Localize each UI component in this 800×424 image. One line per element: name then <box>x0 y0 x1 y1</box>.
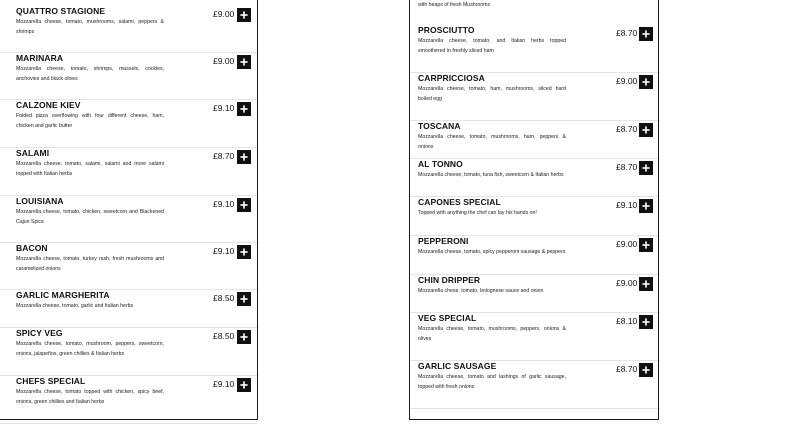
add-to-cart-button[interactable] <box>237 378 251 392</box>
item-name: CALZONE KIEV <box>16 100 81 110</box>
plus-icon <box>240 105 248 113</box>
item-price: £9.00 <box>616 278 638 288</box>
add-to-cart-button[interactable] <box>639 123 653 137</box>
item-desc: Mozzarella cheese, tomato, spicy pepperoni sausage & peppers <box>418 249 566 255</box>
menu-item <box>0 243 257 290</box>
item-name: QUATTRO STAGIONE <box>16 6 106 16</box>
menu-list-right <box>410 0 658 419</box>
menu-item <box>0 6 257 53</box>
menu-item <box>410 197 658 236</box>
menu-item <box>410 159 658 197</box>
plus-icon <box>240 295 248 303</box>
menu-item <box>410 73 658 121</box>
plus-icon <box>642 366 650 374</box>
item-price: £9.00 <box>616 239 638 249</box>
menu-item <box>410 121 658 159</box>
item-price: £9.00 <box>213 56 235 66</box>
item-price: £9.10 <box>213 379 235 389</box>
item-price: £9.10 <box>213 103 235 113</box>
plus-icon <box>240 153 248 161</box>
menu-item <box>0 53 257 100</box>
plus-icon <box>240 201 248 209</box>
item-price: £9.00 <box>616 76 638 86</box>
menu-list-left <box>0 0 257 419</box>
add-to-cart-button[interactable] <box>639 161 653 175</box>
item-price: £9.10 <box>213 246 235 256</box>
item-desc: Mozzarella cheese, tomato, mushrooms, peppers, onions & olives <box>418 326 566 342</box>
menu-item <box>0 196 257 243</box>
item-price: £8.70 <box>616 364 638 374</box>
item-desc: Mozzarella cheese, tomato, salami, salami and more salami topped with Italian herbs <box>16 161 164 177</box>
plus-icon <box>642 202 650 210</box>
item-price: £8.70 <box>616 124 638 134</box>
item-name: PROSCIUTTO <box>418 25 475 35</box>
item-desc: Mozzarella cheese, tomato, chicken, sweetcorn and Blackened Cajun Spice <box>16 209 164 225</box>
menu-item <box>0 100 257 148</box>
menu-item <box>410 25 658 73</box>
menu-item <box>410 275 658 313</box>
item-price: £9.10 <box>213 199 235 209</box>
item-desc: Mozzarella cheese, tomato, garlic and Italian herbs <box>16 303 134 309</box>
item-desc: Mozzarella cheese, tomato topped with chicken, spicy beef, onions, green chillies and Italian herbs <box>16 389 164 405</box>
menu-item <box>0 290 257 328</box>
item-name: MARINARA <box>16 53 64 63</box>
add-to-cart-button[interactable] <box>237 245 251 259</box>
item-desc: Mozzarella cheese, tomato, and Italian herbs topped smoothered in freshly sliced ham <box>418 38 566 54</box>
item-name: BACON <box>16 243 48 253</box>
menu-item <box>410 313 658 361</box>
add-to-cart-button[interactable] <box>237 8 251 22</box>
menu-panel-right <box>409 0 659 420</box>
item-price: £8.10 <box>616 316 638 326</box>
add-to-cart-button[interactable] <box>237 150 251 164</box>
menu-item <box>0 376 257 424</box>
item-price: £9.00 <box>213 9 235 19</box>
item-desc: with heaps of fresh Mushrooms <box>418 2 491 8</box>
item-price: £8.70 <box>616 162 638 172</box>
item-name: CHEFS SPECIAL <box>16 376 86 386</box>
plus-icon <box>642 280 650 288</box>
plus-icon <box>642 241 650 249</box>
plus-icon <box>240 58 248 66</box>
item-desc: Mozzarella cheese, tomato, mushrooms, salami, peppers & shrimps <box>16 19 164 35</box>
item-name: GARLIC SAUSAGE <box>418 361 497 371</box>
add-to-cart-button[interactable] <box>639 277 653 291</box>
item-name: VEG SPECIAL <box>418 313 477 323</box>
plus-icon <box>240 333 248 341</box>
add-to-cart-button[interactable] <box>639 238 653 252</box>
item-desc: Mozzarella cheese, tomato, turkey rash, fresh mushrooms and caramelized onions <box>16 256 164 272</box>
item-name: SALAMI <box>16 148 50 158</box>
plus-icon <box>240 11 248 19</box>
menu-panel-left <box>0 0 258 420</box>
item-name: CAPONES SPECIAL <box>418 197 501 207</box>
item-desc: Folded pizza overflowing with four different cheese, ham, chicken and garlic butter <box>16 113 164 129</box>
item-name: SPICY VEG <box>16 328 63 338</box>
item-name: CARPRICCIOSA <box>418 73 485 83</box>
add-to-cart-button[interactable] <box>639 27 653 41</box>
item-price: £8.50 <box>213 331 235 341</box>
item-name: TOSCANA <box>418 121 461 131</box>
item-name: GARLIC MARGHERITA <box>16 290 110 300</box>
plus-icon <box>642 318 650 326</box>
menu-item <box>0 328 257 376</box>
item-name: AL TONNO <box>418 159 463 169</box>
menu-item <box>0 148 257 196</box>
item-price: £8.70 <box>213 151 235 161</box>
add-to-cart-button[interactable] <box>639 363 653 377</box>
add-to-cart-button[interactable] <box>237 102 251 116</box>
add-to-cart-button[interactable] <box>237 198 251 212</box>
menu-item <box>410 236 658 275</box>
item-desc: Mozzarella cheese, tomato, mushroom, peppers, sweetcorn, onions, jalapeños, green chillies & Italian herbs <box>16 341 164 357</box>
item-desc: Mozzarella cheese, tomato, mushrooms, ham, peppers & onions <box>418 134 566 150</box>
item-price: £8.50 <box>213 293 235 303</box>
item-desc: Topped with anything the chef can lay his hands on! <box>418 210 537 216</box>
item-desc: Mozzarella cheese, tomato, shrimps, mussels, cockles, anchovies and black olives <box>16 66 164 82</box>
item-desc: Mozzarella cheese, tomato and lashings of garlic sausage, topped with fresh onions <box>418 374 566 390</box>
item-name: PEPPERONI <box>418 236 469 246</box>
plus-icon <box>240 248 248 256</box>
item-desc: Mozzarella chese, tomato, bolognese sauce and onion <box>418 288 544 294</box>
item-desc: Mozzarella cheese, tomato, ham, mushrooms, sliced hard boiled egg <box>418 86 566 102</box>
item-price: £8.70 <box>616 28 638 38</box>
plus-icon <box>642 164 650 172</box>
add-to-cart-button[interactable] <box>639 199 653 213</box>
add-to-cart-button[interactable] <box>237 292 251 306</box>
plus-icon <box>240 381 248 389</box>
item-price: £9.10 <box>616 200 638 210</box>
add-to-cart-button[interactable] <box>639 75 653 89</box>
add-to-cart-button[interactable] <box>639 315 653 329</box>
plus-icon <box>642 78 650 86</box>
item-name: LOUISIANA <box>16 196 64 206</box>
add-to-cart-button[interactable] <box>237 55 251 69</box>
item-desc: Mozzarella cheese, tomato, tuna fish, sweetcorn & Italian herbs <box>418 172 564 178</box>
menu-item <box>410 361 658 409</box>
item-name: CHIN DRIPPER <box>418 275 481 285</box>
add-to-cart-button[interactable] <box>237 330 251 344</box>
plus-icon <box>642 126 650 134</box>
plus-icon <box>642 30 650 38</box>
